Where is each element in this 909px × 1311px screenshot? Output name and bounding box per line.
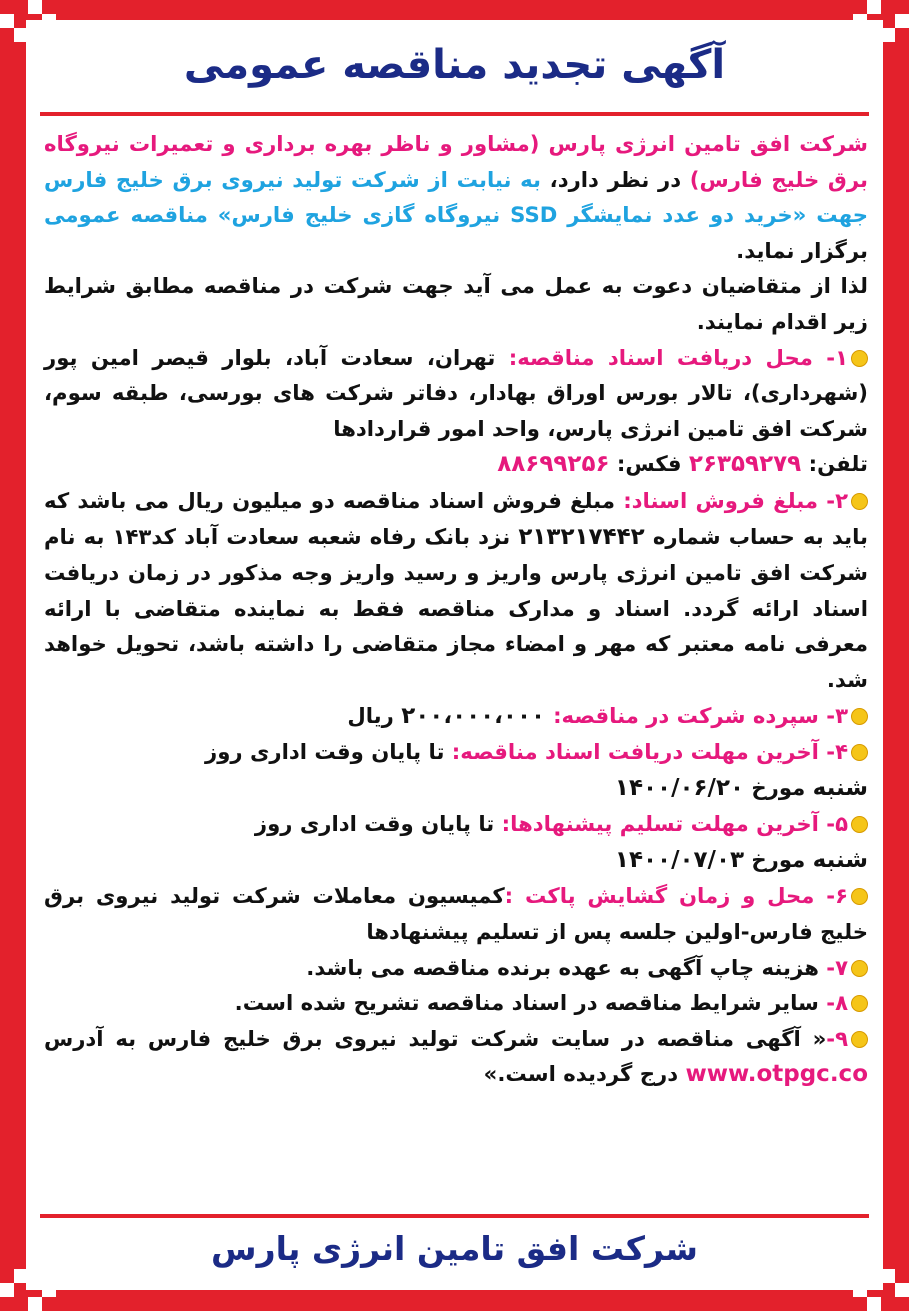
- item-6: [44, 878, 868, 949]
- item-label: آخرین مهلت دریافت اسناد مناقصه:: [451, 739, 819, 765]
- intro-company: شرکت افق تامین انرژی پارس (مشاور و ناظر بهره برداری و تعمیرات نیروگاه برق خلیج فارس): [44, 131, 869, 192]
- item-2: [44, 483, 868, 698]
- deadline-day: شنبه: [812, 846, 868, 873]
- deadline-date: ۱۴۰۰/۰۷/۰۳: [614, 846, 745, 873]
- item-label: محل دریافت اسناد مناقصه:: [508, 344, 813, 370]
- item-8: [44, 985, 868, 1021]
- item-text: مبلغ فروش اسناد مناقصه دو میلیون ریال می باشد که باید به حساب شماره: [44, 487, 869, 549]
- bullet-icon: [851, 493, 868, 510]
- intro-subject: به نیابت از شرکت تولید نیروی برق خلیج فارس جهت «خرید دو عدد نمایشگر SSD نیروگاه گازی خلیج فارس» مناقصه عمومی: [44, 166, 868, 228]
- item-number: ۳-: [826, 702, 848, 728]
- deadline-date: ۱۴۰۰/۰۶/۲۰: [614, 774, 745, 801]
- item-label: آخرین مهلت تسلیم پیشنهادها:: [501, 811, 819, 837]
- deadline-day: شنبه: [812, 774, 868, 801]
- bullet-icon: [851, 816, 868, 833]
- account-number: ۲۱۳۲۱۷۴۴۲: [518, 523, 645, 550]
- item-text: « آگهی مناقصه در سایت شرکت تولید نیروی برق خلیج فارس به آدرس: [44, 1025, 827, 1051]
- item-text: سایر شرایط مناقصه در اسناد مناقصه تشریح شده است.: [234, 990, 827, 1016]
- title-bar: [70, 20, 839, 110]
- item-label: سپرده شرکت در مناقصه:: [553, 702, 819, 728]
- item-text: تهران، سعادت آباد، بلوار قیصر امین پور (شهرداری)، تالار بورس اوراق بهادار، دفاتر شرکت های بورسی، طبقه سوم، شرکت افق تامین انرژی پارس، واحد امور قراردادها: [44, 344, 868, 441]
- bullet-icon: [851, 888, 868, 905]
- dated-label: مورخ: [744, 846, 813, 872]
- bullet-icon: [851, 708, 868, 725]
- bullet-icon: [851, 1031, 868, 1048]
- item-number: ۸-: [826, 990, 848, 1016]
- intro-paragraph: [44, 126, 868, 268]
- bullet-icon: [851, 995, 868, 1012]
- deposit-unit: ریال: [347, 702, 402, 728]
- item-label: مبلغ فروش اسناد:: [623, 487, 819, 513]
- bullet-icon: [851, 350, 868, 367]
- item-text: درج گردیده است.»: [483, 1061, 686, 1087]
- item-text: نزد بانک رفاه شعبه سعادت آباد کد۱۴۳ به نام شرکت افق تامین انرژی پارس واریز و رسید واریز وجه مذکور در زمان دریافت اسناد ارائه گردد. اسناد و مدارک مناقصه فقط به نماینده متقاضی با ارائه معرفی نامه معتبر که مهر و امضاء مجاز متقاضی را داشته باشد، تحویل خواهد شد.: [44, 523, 868, 692]
- item-7: [44, 950, 868, 986]
- tel-number: ۲۶۳۵۹۲۷۹: [688, 451, 802, 478]
- notice-body: [44, 126, 868, 1216]
- item-label: محل و زمان گشایش پاکت :: [504, 883, 815, 909]
- item-text: هزینه چاپ آگهی به عهده برنده مناقصه می باشد.: [306, 954, 827, 980]
- bullet-icon: [851, 960, 868, 977]
- item-number: ۴-: [826, 739, 848, 765]
- invitation-paragraph: لذا از متقاضیان دعوت به عمل می آید جهت شرکت در مناقصه مطابق شرایط زیر اقدام نمایند.: [44, 273, 868, 334]
- fax-number: ۸۸۶۹۹۲۵۶: [497, 451, 610, 478]
- dated-label: مورخ: [744, 774, 813, 800]
- item-text: تا پایان وقت اداری روز: [205, 739, 452, 765]
- intro-end: برگزار نماید.: [736, 237, 868, 263]
- item-1: [44, 340, 868, 483]
- item-text: کمیسیون معاملات شرکت تولید نیروی برق خلیج فارس-اولین جلسه پس از تسلیم پیشنهادها: [44, 883, 868, 945]
- item-number: ۵-: [826, 811, 848, 837]
- item-3: [44, 698, 868, 735]
- item-number: ۱-: [826, 344, 848, 370]
- website-link[interactable]: www.otpgc.co: [685, 1061, 868, 1088]
- tel-label: تلفن:: [801, 451, 868, 477]
- fax-label: فکس:: [609, 451, 689, 477]
- deposit-amount: ۲۰۰،۰۰۰،۰۰۰: [401, 702, 554, 729]
- item-5: [44, 806, 868, 878]
- item-number: ۲-: [826, 487, 849, 513]
- footer-company: شرکت افق تامین انرژی پارس: [211, 1228, 698, 1268]
- notice-title: آگهی تجدید مناقصه عمومی: [183, 42, 726, 88]
- bullet-icon: [851, 744, 868, 761]
- intro-text: در نظر دارد،: [541, 166, 690, 192]
- title-divider: [40, 112, 869, 116]
- item-number: ۹-: [826, 1025, 848, 1051]
- item-text: تا پایان وقت اداری روز: [254, 811, 502, 837]
- item-number: ۷-: [826, 954, 848, 980]
- item-number: ۶-: [826, 883, 848, 909]
- item-9: [44, 1021, 868, 1093]
- item-4: [44, 734, 868, 806]
